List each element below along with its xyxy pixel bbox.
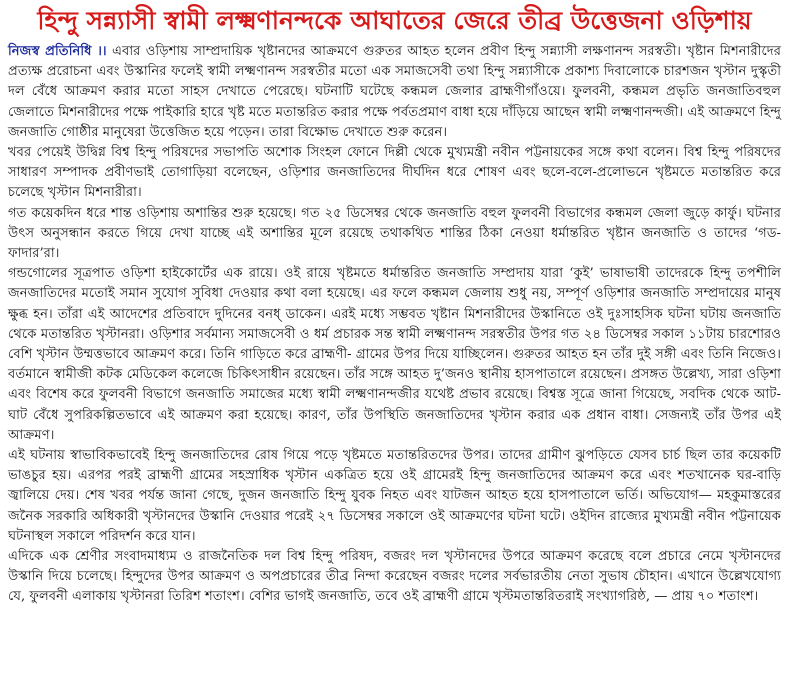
byline: নিজস্ব প্রতিনিধি ।। [8,44,107,59]
article-paragraph-6: এদিকে এক শ্রেণীর সংবাদমাধ্যম ও রাজনৈতিক দল বিশ্ব হিন্দু পরিষদ, বজরং দল খৃস্টানদের উপরে আক্রমণ করেছে বলে প্রচারে নেমে খৃস্টানদের উস্কানি দিয়ে চলেছে। হিন্দুদের উপর আক্রমণ ও অপপ্রচারের তীব্র নিন্দা করেছেন বজরং দলের সর্বভারতীয় নেতা সুভাষ চৌহান। এখানে উল্লেখযোগ্য যে, ফুলবনী এলাকায় খৃস্টানরা তিরিশ শতাংশ। বেশির ভাগই জনজাতি, তবে ওই ব্রাহ্মণী গ্রামে খৃস্টমতান্তরিতরাই সংখ্যাগরিষ্ঠ, — প্রায় ৭০ শতাংশ। [8,549,781,605]
article-paragraph-2: খবর পেয়েই উদ্বিগ্ন বিশ্ব হিন্দু পরিষদের সভাপতি অশোক সিংহল ফোনে দিল্লী থেকে মুখ্যমন্ত্রী নবীন পট্টনায়কের সঙ্গে কথা বলেন। বিশ্ব হিন্দু পরিষদের সাধারণ সম্পাদক প্রবীণভাই তোগাড়িয়া বলেছেন, ওড়িশার জনজাতিদের দীর্ঘদিন ধরে শোষণ এবং ছলে-বলে-প্রলোভনে খৃষ্টমতে মতান্তরিত করে চলেছে খৃস্টান মিশনারীরা। [8,145,781,201]
article-paragraph-3: গত কয়েকদিন ধরে শান্ত ওড়িশায় অশান্তির শুরু হয়েছে। গত ২৫ ডিসেম্বর থেকে জনজাতি বহুল ফুলবনী বিভাগের কন্ধমল জেলা জুড়ে কার্ফু। ঘটনার উৎস অনুসন্ধান করতে গিয়ে দেখা যাচ্ছে এই অশান্তির মূলে রয়েছে তথাকথিত শান্তির ঠিকা নেওয়া ধর্মান্তরিত খৃষ্টান জনজাতি ও তাদের ‘গড-ফাদার’রা। [8,205,781,262]
paragraph-text: এবার ওড়িশায় সাম্প্রদায়িক খৃষ্টানদের আক্রমণে গুরুতর আহত হলেন প্রবীণ হিন্দু সন্ন্যাসী লক্ষণানন্দ সরস্বতী। খৃষ্টান মিশনারীদের প্রত্যক্ষ প্ররোচনা এবং উস্কানির ফলেই স্বামী লক্ষ্মণানন্দ সরস্বতীর মতো এক সমাজসেবী তথা হিন্দু সন্ন্যাসীকে প্রকাশ্য দিবালোকে চারশজন খৃস্টান দুস্কৃতী দল বেঁধে আক্রমণ করার মতো সাহস দেখাতে পেরেছে। ঘটনাটি ঘটেছে কন্ধমল জেলার ব্রাহ্মণীগাঁওয়ে। ফুলবনী, কন্ধমল প্রভৃতি জনজাতিবহুল জেলাতে মিশনারীদের পক্ষে পাইকারি হারে খৃষ্ট মতে মতান্তরিত করার পক্ষে পর্বতপ্রমাণ বাধা হয়ে দাঁড়িয়ে আছেন স্বামী লক্ষ্মণানন্দজী। এই আক্রমণে হিন্দু জনজাতি গোষ্ঠীর মানুষেরা উত্তেজিত হয়ে পড়েন। তারা বিক্ষোভ দেখাতে শুরু করেন। [8,44,781,140]
article-paragraph-4: গন্ডগোলের সূত্রপাত ওড়িশা হাইকোর্টের এক রায়ে। ওই রায়ে খৃষ্টমতে ধর্মান্তরিত জনজাতি সম্প্রদায় যারা ‘কুই’ ভাষাভাষী তাদেরকে হিন্দু তপশীলি জনজাতিদের মতোই সমান সুযোগ সুবিধা দেওয়ার কথা বলা হয়েছে। এর ফলে কন্ধমল জেলায় শুধু নয়, সম্পূর্ণ ওড়িশার জনজাতি সম্প্রদায়ের মানুষ ক্ষুব্ধ হন। তাঁরা এই আদেশের প্রতিবাদে দুদিনের বনধ্ ডাকেন। এরই মধ্যে সম্ভবত খৃষ্টান মিশনারীদের উস্কানিতে ওই দুঃসাহসিক ঘটনা ঘটায় জনজাতি থেকে মতান্তরিত খৃস্টানরা। ওড়িশার সর্বমান্য সমাজসেবী ও ধর্ম প্রচারক সন্ত স্বামী লক্ষ্মণানন্দ সরস্বতীর উপর গত ২৪ ডিসেম্বর সকাল ১১টায় চারশোরও বেশি খৃস্টান উম্মত্তভাবে আক্রমণ করে। তিনি গাড়িতে করে ব্রাহ্মণী- গ্রামের উপর দিয়ে যাচ্ছিলেন। গুরুতর আহত হন তাঁর দুই সঙ্গী এবং তিনি নিজেও। বর্তমানে স্বামীজী কটক মেডিকেল কলেজে চিকিৎসাধীন রয়েছেন। তাঁর সঙ্গে আহত দু’জনও স্থানীয় হাসপাতালে রয়েছেন। প্রসঙ্গত উল্লেখ্য, সারা ওড়িশা এবং বিশেষ করে ফুলবনী বিভাগে জনজাতি সমাজের মধ্যে স্বামী লক্ষ্মণানন্দজীর যথেষ্ট প্রভাব রয়েছে। বিশ্বস্ত সূত্রে জানা গিয়েছে, সবদিক থেকে আট-ঘাট বেঁধে সুপরিকল্পিতভাবে এই আক্রমণ করা হয়েছে। কারণ, তাঁর উপস্থিতি জনজাতিদের খৃস্টান করার এক প্রধান বাধা। সেজন্যই তাঁর উপর এই আক্রমণ। [8,266,781,443]
article-paragraph-1 [8,42,781,143]
article-headline: হিন্দু সন্ন্যাসী স্বামী লক্ষ্মণানন্দকে আঘাতের জেরে তীব্র উত্তেজনা ওড়িশায় [37,6,752,35]
article-paragraph-5: এই ঘটনায় স্বাভাবিকভাবেই হিন্দু জনজাতিদের রোষ গিয়ে পড়ে খৃষ্টমতে মতান্তরিতদের উপর। তাদের গ্রামীণ ঝুপড়িতে যেসব চার্চ ছিল তার কয়েকটি ভাঙচুর হয়। এরপর পরই ব্রাহ্মণী গ্রামের সহস্রাধিক খৃস্টান একত্রিত হয়ে ওই গ্রামেরই হিন্দু জনজাতিদের আক্রমণ করে এবং শতখানেক ঘর-বাড়ি জ্বালিয়ে দেয়। শেষ খবর পর্যন্ত জানা গেছে, দুজন জনজাতি হিন্দু যুবক নিহত এবং যাটজন আহত হয়ে হাসপাতালে ভর্তি। অভিযোগ— মহকুমাস্তরের জনৈক সরকারি অধিকারী খৃস্টানদের উস্কানি দেওয়ার পরেই ২৭ ডিসেম্বর সকালে ওই আক্রমণের ঘটনা ঘটে। ওইদিন রাজ্যের মুখ্যমন্ত্রী নবীন পট্টনায়েক ঘটনাস্থল সকালে পরিদর্শন করে যান। [8,448,781,544]
article-body [8,42,781,608]
